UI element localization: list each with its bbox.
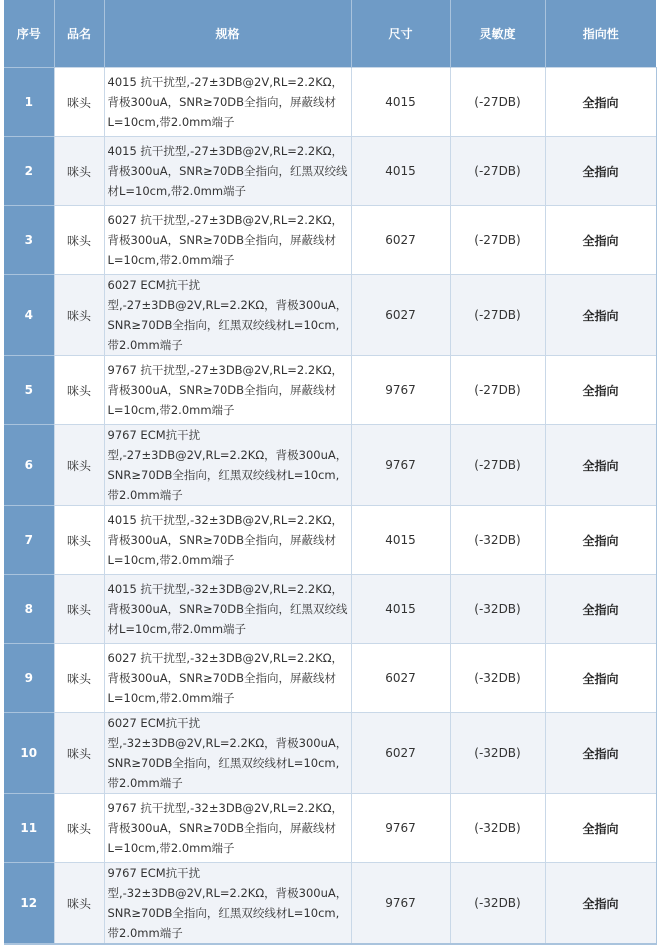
cell-specification: 9767 ECM抗干扰型,-27±3DB@2V,RL=2.2KΩ，背极300uA，SNR≥70DB全指向，红黑双绞线材L=10cm,带2.0mm端子 xyxy=(104,425,351,506)
cell-directivity: 全指向 xyxy=(545,713,656,794)
table-row xyxy=(4,863,656,945)
cell-directivity: 全指向 xyxy=(545,794,656,863)
cell-directivity: 全指向 xyxy=(545,68,656,137)
table-row xyxy=(4,575,656,644)
cell-size: 6027 xyxy=(351,206,450,275)
cell-sensitivity: (-27DB) xyxy=(450,68,545,137)
cell-product-name: 咪头 xyxy=(54,68,104,137)
cell-sensitivity: (-32DB) xyxy=(450,575,545,644)
cell-row-index: 10 xyxy=(4,713,54,794)
cell-product-name: 咪头 xyxy=(54,356,104,425)
cell-row-index: 4 xyxy=(4,275,54,356)
cell-product-name: 咪头 xyxy=(54,863,104,945)
cell-size: 6027 xyxy=(351,713,450,794)
cell-row-index: 7 xyxy=(4,506,54,575)
cell-row-index: 6 xyxy=(4,425,54,506)
cell-size: 6027 xyxy=(351,275,450,356)
cell-specification: 6027 ECM抗干扰型,-27±3DB@2V,RL=2.2KΩ，背极300uA，SNR≥70DB全指向，红黑双绞线材L=10cm,带2.0mm端子 xyxy=(104,275,351,356)
cell-sensitivity: (-32DB) xyxy=(450,506,545,575)
cell-product-name: 咪头 xyxy=(54,506,104,575)
cell-sensitivity: (-27DB) xyxy=(450,425,545,506)
cell-size: 4015 xyxy=(351,575,450,644)
header-size: 尺寸 xyxy=(351,0,450,68)
cell-size: 4015 xyxy=(351,68,450,137)
cell-size: 4015 xyxy=(351,137,450,206)
cell-sensitivity: (-27DB) xyxy=(450,137,545,206)
table-row xyxy=(4,206,656,275)
cell-specification: 9767 抗干扰型,-32±3DB@2V,RL=2.2KΩ，背极300uA，SNR≥70DB全指向，屏蔽线材L=10cm,带2.0mm端子 xyxy=(104,794,351,863)
cell-row-index: 8 xyxy=(4,575,54,644)
cell-specification: 6027 ECM抗干扰型,-32±3DB@2V,RL=2.2KΩ，背极300uA，SNR≥70DB全指向，红黑双绞线材L=10cm,带2.0mm端子 xyxy=(104,713,351,794)
cell-product-name: 咪头 xyxy=(54,275,104,356)
cell-product-name: 咪头 xyxy=(54,425,104,506)
cell-size: 9767 xyxy=(351,794,450,863)
cell-size: 9767 xyxy=(351,356,450,425)
table-row xyxy=(4,425,656,506)
header-sensitivity: 灵敏度 xyxy=(450,0,545,68)
cell-row-index: 5 xyxy=(4,356,54,425)
table-row xyxy=(4,275,656,356)
cell-directivity: 全指向 xyxy=(545,644,656,713)
cell-sensitivity: (-32DB) xyxy=(450,644,545,713)
cell-product-name: 咪头 xyxy=(54,644,104,713)
cell-specification: 4015 抗干扰型,-32±3DB@2V,RL=2.2KΩ，背极300uA，SNR≥70DB全指向，屏蔽线材L=10cm,带2.0mm端子 xyxy=(104,506,351,575)
cell-sensitivity: (-27DB) xyxy=(450,206,545,275)
cell-row-index: 1 xyxy=(4,68,54,137)
cell-product-name: 咪头 xyxy=(54,575,104,644)
cell-row-index: 3 xyxy=(4,206,54,275)
cell-product-name: 咪头 xyxy=(54,137,104,206)
cell-row-index: 2 xyxy=(4,137,54,206)
cell-specification: 9767 抗干扰型,-27±3DB@2V,RL=2.2KΩ，背极300uA，SNR≥70DB全指向，屏蔽线材L=10cm,带2.0mm端子 xyxy=(104,356,351,425)
microphone-spec-table xyxy=(4,0,657,945)
cell-sensitivity: (-32DB) xyxy=(450,713,545,794)
table-row xyxy=(4,356,656,425)
cell-directivity: 全指向 xyxy=(545,206,656,275)
cell-product-name: 咪头 xyxy=(54,206,104,275)
cell-sensitivity: (-27DB) xyxy=(450,356,545,425)
table-row xyxy=(4,713,656,794)
cell-specification: 9767 ECM抗干扰型,-32±3DB@2V,RL=2.2KΩ，背极300uA，SNR≥70DB全指向，红黑双绞线材L=10cm,带2.0mm端子 xyxy=(104,863,351,945)
cell-directivity: 全指向 xyxy=(545,575,656,644)
cell-size: 4015 xyxy=(351,506,450,575)
cell-directivity: 全指向 xyxy=(545,356,656,425)
cell-directivity: 全指向 xyxy=(545,425,656,506)
cell-size: 6027 xyxy=(351,644,450,713)
cell-directivity: 全指向 xyxy=(545,275,656,356)
header-product-name: 品名 xyxy=(54,0,104,68)
table-row xyxy=(4,506,656,575)
cell-specification: 4015 抗干扰型,-32±3DB@2V,RL=2.2KΩ，背极300uA，SNR≥70DB全指向，红黑双绞线材L=10cm,带2.0mm端子 xyxy=(104,575,351,644)
cell-row-index: 12 xyxy=(4,863,54,945)
header-row xyxy=(4,0,656,68)
table-row xyxy=(4,137,656,206)
cell-directivity: 全指向 xyxy=(545,137,656,206)
cell-product-name: 咪头 xyxy=(54,794,104,863)
cell-directivity: 全指向 xyxy=(545,506,656,575)
cell-size: 9767 xyxy=(351,863,450,945)
cell-size: 9767 xyxy=(351,425,450,506)
cell-row-index: 9 xyxy=(4,644,54,713)
cell-sensitivity: (-27DB) xyxy=(450,275,545,356)
cell-row-index: 11 xyxy=(4,794,54,863)
header-specification: 规格 xyxy=(104,0,351,68)
cell-sensitivity: (-32DB) xyxy=(450,863,545,945)
table-row xyxy=(4,644,656,713)
cell-specification: 4015 抗干扰型,-27±3DB@2V,RL=2.2KΩ，背极300uA，SNR≥70DB全指向，红黑双绞线材L=10cm,带2.0mm端子 xyxy=(104,137,351,206)
table-row xyxy=(4,68,656,137)
cell-specification: 6027 抗干扰型,-32±3DB@2V,RL=2.2KΩ，背极300uA，SNR≥70DB全指向，屏蔽线材L=10cm,带2.0mm端子 xyxy=(104,644,351,713)
cell-sensitivity: (-32DB) xyxy=(450,794,545,863)
header-index: 序号 xyxy=(4,0,54,68)
cell-product-name: 咪头 xyxy=(54,713,104,794)
cell-specification: 4015 抗干扰型,-27±3DB@2V,RL=2.2KΩ，背极300uA，SNR≥70DB全指向，屏蔽线材L=10cm,带2.0mm端子 xyxy=(104,68,351,137)
table-row xyxy=(4,794,656,863)
cell-directivity: 全指向 xyxy=(545,863,656,945)
cell-specification: 6027 抗干扰型,-27±3DB@2V,RL=2.2KΩ，背极300uA，SNR≥70DB全指向，屏蔽线材L=10cm,带2.0mm端子 xyxy=(104,206,351,275)
header-directivity: 指向性 xyxy=(545,0,656,68)
